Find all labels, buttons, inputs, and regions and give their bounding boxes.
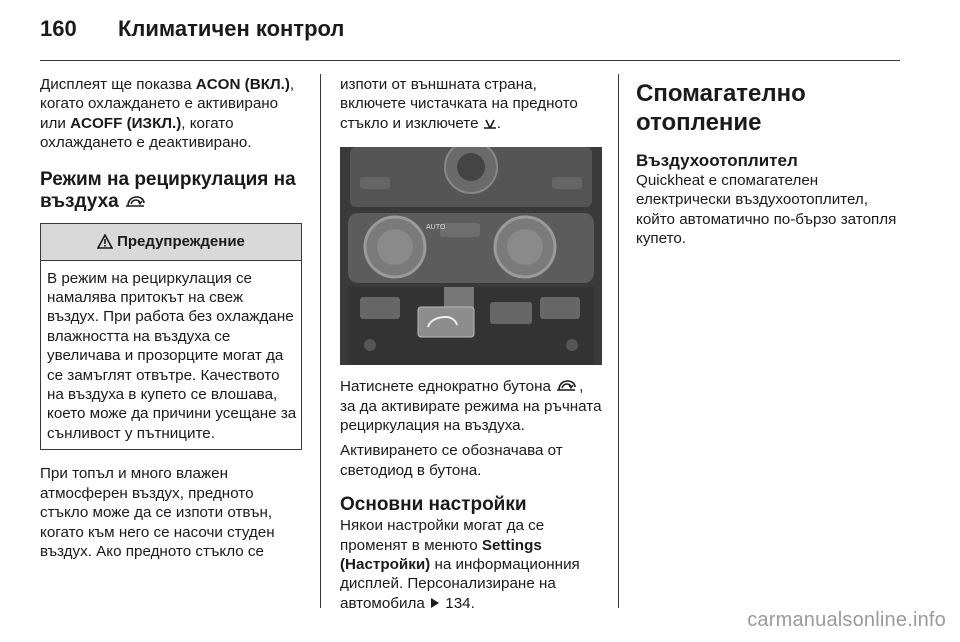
column-divider <box>320 74 321 608</box>
page-number: 160 <box>40 16 77 41</box>
climate-panel-photo <box>340 147 602 365</box>
warning-title: Предупреждение <box>117 232 245 250</box>
page-reference[interactable]: 134 <box>445 594 471 612</box>
climate-panel-illustration <box>340 147 602 365</box>
basic-settings-heading: Основни настройки <box>340 494 527 516</box>
warning-text: В режим на рециркулация се намалява притокът на свеж въздух. При работа без охлаждане влажността на въздуха се увеличава и прозорците могат да се замъглят отвътре. Качеството на въздуха в купето се влошава, което може да причини усещане за сънливост у пътниците. <box>47 269 297 442</box>
warning-box <box>40 223 302 451</box>
auxiliary-heating-heading: Спомагателно отопление <box>636 80 806 136</box>
photo-auto-label: AUTO <box>426 224 446 232</box>
humidity-paragraph: При топъл и много влажен атмосферен въздух, предното стъкло може да се изпоти отвън, когато към него се насочи студен въздух. Ако предното стъкло се <box>40 465 275 560</box>
recirculation-icon <box>555 379 579 393</box>
activation-paragraph: Активирането се обозначава от светодиод в бутона. <box>340 442 563 479</box>
page-ref-arrow-icon <box>431 598 439 608</box>
watermark: carmanualsonline.info <box>747 609 946 631</box>
chapter-title: Климатичен контрол <box>118 16 345 41</box>
recirculation-heading: Режим на рециркулация на въздуха <box>40 168 296 212</box>
acoff-label: ACOFF (ИЗКЛ.) <box>70 114 182 132</box>
windscreen-wiper-icon <box>483 117 497 129</box>
press-button-paragraph: Натиснете еднократно бутона , за да активирате режима на ръчната рециркулация на въздуха. <box>340 378 602 435</box>
air-heater-subheading: Въздухоотоплител <box>636 151 798 170</box>
column-1 <box>40 75 302 561</box>
settings-paragraph: Някои настройки могат да се променят в менюто Settings (Настройки) на информационния дисплей. Персонализиране на автомобила 134. <box>340 517 580 612</box>
wiper-paragraph: изпоти от външната страна, включете чистачката на предното стъкло и изключете . <box>340 76 578 132</box>
column-3 <box>636 75 904 249</box>
acon-paragraph: Дисплеят ще показва ACON (ВКЛ.), когато охлаждането е активирано или ACOFF (ИЗКЛ.), когато охлаждането е деактивирано. <box>40 76 295 152</box>
acon-label: ACON (ВКЛ.) <box>195 76 290 93</box>
page-header <box>0 0 960 62</box>
column-divider <box>618 74 619 608</box>
header-rule <box>40 60 900 61</box>
recirculation-icon <box>124 195 148 209</box>
column-2 <box>340 75 602 613</box>
warning-header <box>41 224 301 261</box>
warning-triangle-icon <box>97 234 113 249</box>
quickheat-paragraph: Quickheat е спомагателен електрически въздухоотоплител, който автоматично по-бързо затопля купето. <box>636 172 897 248</box>
settings-menu-label: Settings (Настройки) <box>340 536 542 574</box>
